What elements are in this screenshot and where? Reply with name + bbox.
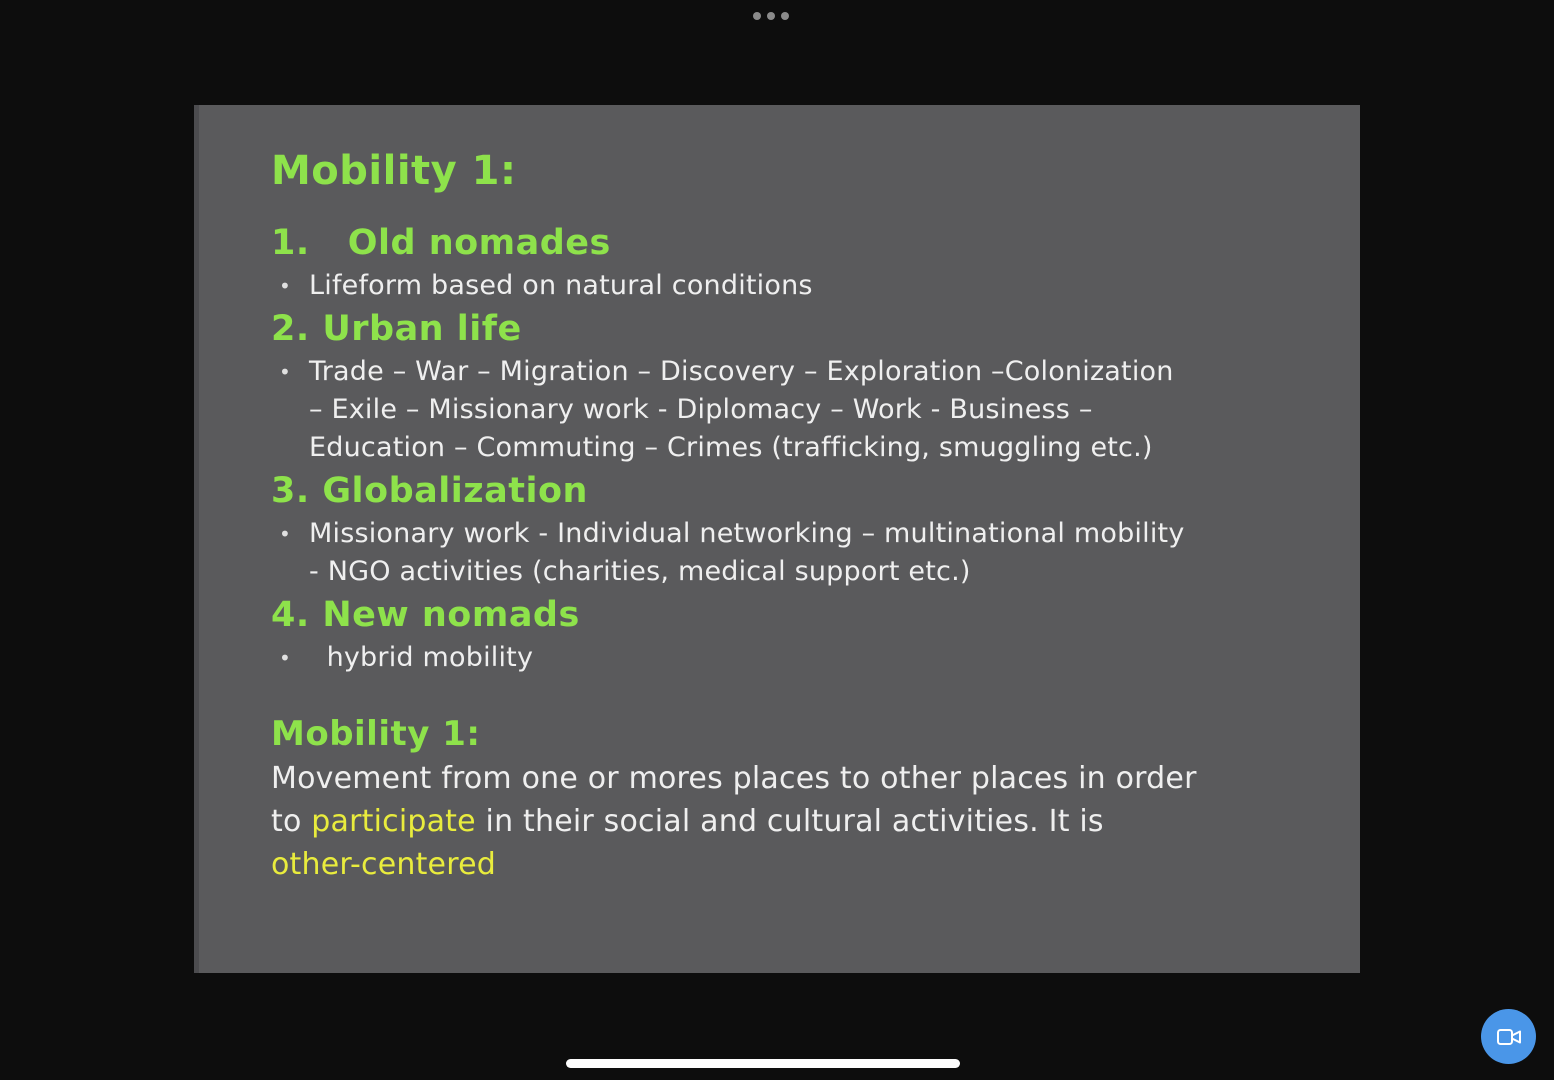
definition-heading: Mobility 1:	[271, 714, 481, 754]
slide-title: Mobility 1:	[271, 148, 517, 194]
bullet-icon: •	[279, 360, 291, 384]
section-old-nomades	[271, 219, 1320, 305]
section-urban-life	[271, 305, 1320, 467]
bullet-text: Trade – War – Migration – Discovery – Exploration –Colonization	[309, 356, 1174, 387]
section-new-nomads	[271, 591, 1320, 677]
bullet-text: hybrid mobility	[309, 642, 534, 673]
bullet-text: Education – Commuting – Crimes (trafficking, smuggling etc.)	[309, 432, 1153, 463]
home-indicator[interactable]	[566, 1059, 960, 1068]
bullet-icon: •	[279, 646, 291, 670]
bullet-icon: •	[279, 522, 291, 546]
bullet-icon: •	[279, 274, 291, 298]
definition-text: to	[271, 804, 312, 839]
definition-line	[271, 800, 1320, 843]
bullet-item	[271, 353, 1320, 467]
bullet-text: Lifeform based on natural conditions	[309, 270, 813, 301]
bullet-item	[271, 639, 1320, 677]
highlighted-word: other-centered	[271, 847, 496, 882]
definition-text: Movement from one or mores places to other places in order	[271, 761, 1197, 796]
bullet-text: Missionary work - Individual networking – multinational mobility	[309, 518, 1185, 549]
multitask-indicator[interactable]	[753, 12, 789, 20]
section-heading: 4. New nomads	[271, 595, 580, 635]
mobility-definition	[271, 711, 1320, 886]
bullet-item	[271, 267, 1320, 305]
section-heading: 2. Urban life	[271, 309, 522, 349]
multitask-dot-icon	[781, 12, 789, 20]
presentation-slide	[194, 105, 1360, 973]
slide-content	[199, 105, 1360, 886]
section-globalization	[271, 467, 1320, 591]
definition-line	[271, 843, 1320, 886]
video-camera-icon	[1494, 1022, 1524, 1052]
definition-text: in their social and cultural activities. It is	[475, 804, 1104, 839]
section-heading: 1. Old nomades	[271, 223, 611, 263]
bullet-text: - NGO activities (charities, medical support etc.)	[309, 556, 971, 587]
definition-line	[271, 757, 1320, 800]
multitask-dot-icon	[767, 12, 775, 20]
camera-button[interactable]	[1481, 1009, 1536, 1064]
bullet-text: – Exile – Missionary work - Diplomacy – Work - Business –	[309, 394, 1093, 425]
section-heading: 3. Globalization	[271, 471, 588, 511]
highlighted-word: participate	[311, 804, 476, 839]
bullet-item	[271, 515, 1320, 591]
multitask-dot-icon	[753, 12, 761, 20]
